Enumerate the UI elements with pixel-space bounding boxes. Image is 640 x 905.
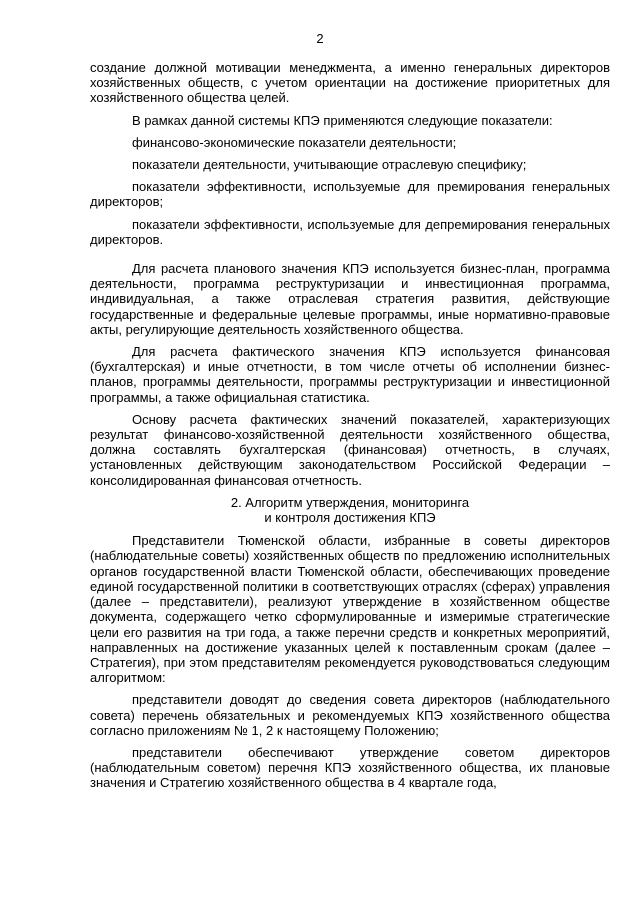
list-item-industry: показатели деятельности, учитывающие отраслевую специфику; xyxy=(132,157,527,173)
document-body xyxy=(90,60,610,798)
list-item-inform-board: представители доводят до сведения совета директоров (наблюдательного совета) перечень обязательных и рекомендуемых КПЭ хозяйственного общества согласно приложениям № 1, 2 к настоящему Положению; xyxy=(90,692,610,738)
paragraph-representatives: Представители Тюменской области, избранные в советы директоров (наблюдательные советы) хозяйственных обществ по предложению исполнительных органов государственной власти Тюменской области, обеспечивающих проведение единой государственной политики в соответствующих отраслях (сферах) управления (далее – представители), реализуют утверждение в хозяйственном обществе документа, содержащего четко сформулированные и измеримые стратегические цели его развития на три года, а также перечни средств и конкретных мероприятий, направленных на достижение указанных целей к поставленным срокам (далее – Стратегия), при этом представителям рекомендуется руководствоваться следующим алгоритмом: xyxy=(90,533,610,686)
page-number: 2 xyxy=(316,31,324,46)
paragraph-basis: Основу расчета фактических значений показателей, характеризующих результат финансово-хозяйственной деятельности хозяйственного общества, должна составлять бухгалтерская (финансовая) отчетность, в случаях, установленных действующим законодательством Российской Федерации – консолидированная финансовая отчетность. xyxy=(90,411,610,488)
section-heading-line1: 2. Алгоритм утверждения, мониторинга xyxy=(230,494,470,510)
paragraph-planned-value: Для расчета планового значения КПЭ используется бизнес-план, программа деятельности, программа реструктуризации и инвестиционная программа, индивидуальная, а также отраслевая стратегия развития, действующие государственные и федеральные целевые программы, иные нормативно-правовые акты, регулирующие деятельность хозяйственного общества. xyxy=(90,261,610,337)
paragraph-actual-value: Для расчета фактического значения КПЭ используется финансовая (бухгалтерская) и иные отчетности, в том числе отчеты об исполнении бизнес-планов, программы деятельности, программы реструктуризации и инвестиционной программы, а также официальная статистика. xyxy=(90,344,610,405)
list-item-approval: представители обеспечивают утверждение советом директоров (наблюдательным советом) перечня КПЭ хозяйственного общества, их плановые значения и Стратегию хозяйственного общества в 4 квартале года, xyxy=(90,744,610,791)
list-item-bonus: показатели эффективности, используемые для премирования генеральных директоров; xyxy=(90,179,610,210)
paragraph-motivation: создание должной мотивации менеджмента, а именно генеральных директоров хозяйственных обществ, с учетом ориентации на достижение приоритетных для хозяйственного общества целей. xyxy=(90,60,610,106)
section-heading-line2: и контроля достижения КПЭ xyxy=(264,510,436,526)
paragraph-kpi-intro: В рамках данной системы КПЭ применяются следующие показатели: xyxy=(132,112,553,128)
section-heading xyxy=(90,495,610,525)
list-item-financial: финансово-экономические показатели деятельности; xyxy=(132,134,457,150)
list-item-penalty: показатели эффективности, используемые для депремирования генеральных директоров. xyxy=(90,216,610,247)
